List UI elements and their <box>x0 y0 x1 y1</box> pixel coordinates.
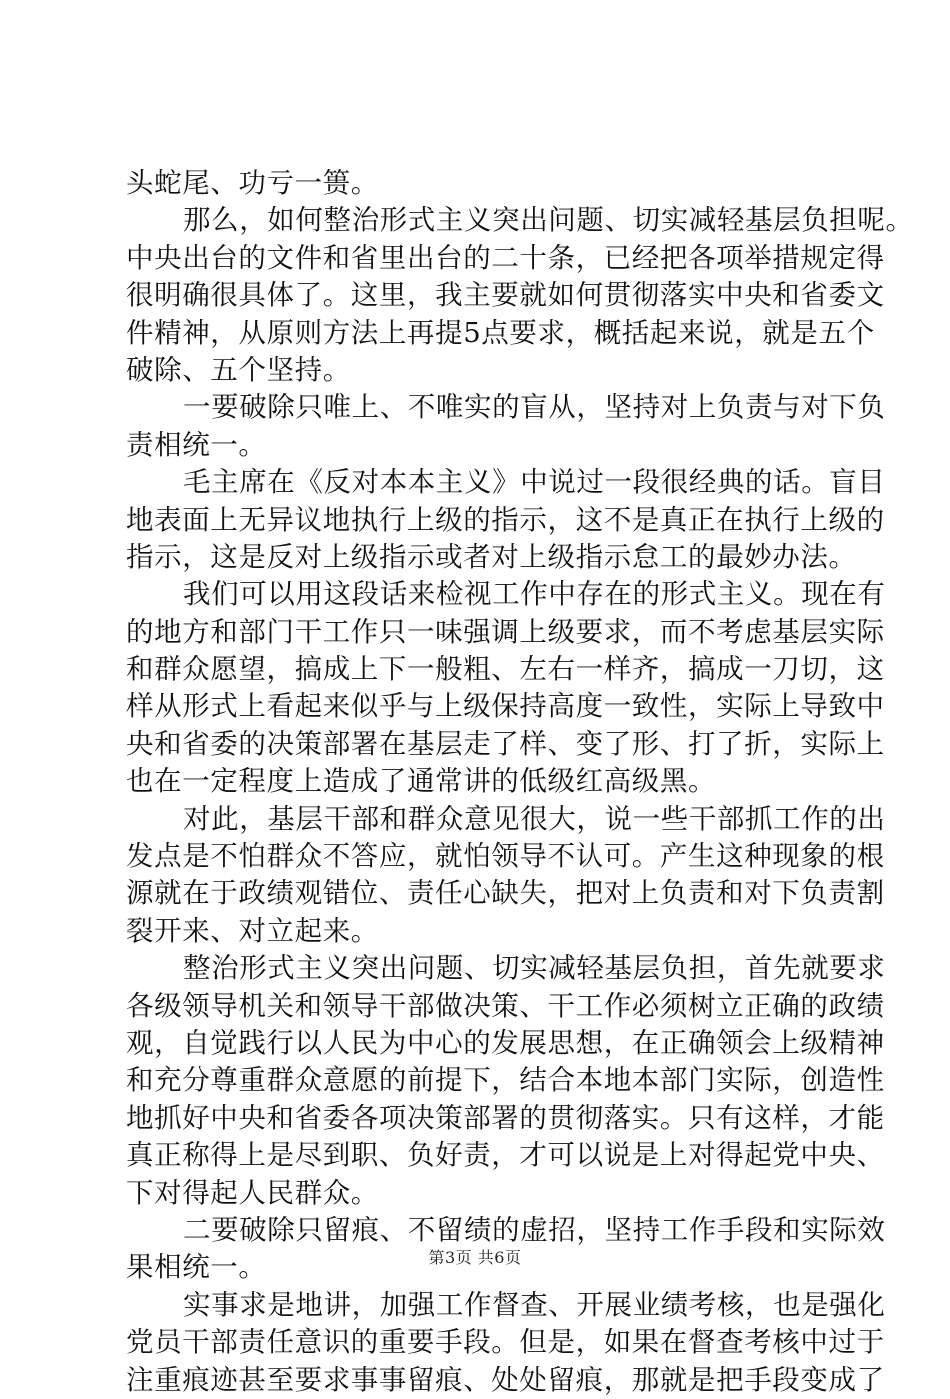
text-line: 很明确很具体了。这里，我主要就如何贯彻落实中央和省委文 <box>126 279 885 312</box>
text-line: 下对得起人民群众。 <box>126 1176 379 1209</box>
text-line: 样从形式上看起来似乎与上级保持高度一致性，实际上导致中 <box>126 690 885 723</box>
text-line: 对此，基层干部和群众意见很大，说一些干部抓工作的出 <box>183 802 886 835</box>
text-line: 头蛇尾、功亏一篑。 <box>126 167 379 199</box>
text-line: 真正称得上是尽到职、负好责，才可以说是上对得起党中央、 <box>126 1139 885 1172</box>
text-line: 破除、五个坚持。 <box>126 353 351 386</box>
text-line: 实事求是地讲，加强工作督查、开展业绩考核，也是强化 <box>183 1288 886 1321</box>
text-line: 那么，如何整治形式主义突出问题、切实减轻基层负担呢。 <box>183 204 914 237</box>
text-line: 责相统一。 <box>126 428 267 461</box>
text-line: 的地方和部门干工作只一味强调上级要求，而不考虑基层实际 <box>126 615 885 648</box>
text-line: 我们可以用这段话来检视工作中存在的形式主义。现在有 <box>183 578 886 611</box>
text-line: 二要破除只留痕、不留绩的虚招，坚持工作手段和实际效 <box>183 1213 886 1246</box>
text-line: 一要破除只唯上、不唯实的盲从，坚持对上负责与对下负 <box>183 391 886 424</box>
page-footer: 第3页 共6页 <box>428 1248 522 1267</box>
text-line: 央和省委的决策部署在基层走了样、变了形、打了折，实际上 <box>126 727 885 760</box>
text-line: 注重痕迹甚至要求事事留痕、处处留痕，那就是把手段变成了 <box>126 1363 885 1396</box>
text-line: 发点是不怕群众不答应，就怕领导不认可。产生这种现象的根 <box>126 840 885 873</box>
document-body <box>126 165 914 1399</box>
text-line: 件精神，从原则方法上再提5点要求，概括起来说，就是五个 <box>126 316 875 349</box>
text-line: 整治形式主义突出问题、切实减轻基层负担，首先就要求 <box>183 952 886 985</box>
text-line: 各级领导机关和领导干部做决策、干工作必须树立正确的政绩 <box>126 989 885 1022</box>
text-line: 果相统一。 <box>126 1251 267 1284</box>
text-line: 地抓好中央和省委各项决策部署的贯彻落实。只有这样，才能 <box>126 1101 885 1134</box>
text-line: 中央出台的文件和省里出台的二十条，已经把各项举措规定得 <box>126 241 885 274</box>
text-line: 毛主席在《反对本本主义》中说过一段很经典的话。盲目 <box>183 466 886 499</box>
text-line: 党员干部责任意识的重要手段。但是，如果在督查考核中过于 <box>126 1326 885 1359</box>
text-line: 和充分尊重群众意愿的前提下，结合本地本部门实际，创造性 <box>126 1064 885 1097</box>
text-line: 地表面上无异议地执行上级的指示，这不是真正在执行上级的 <box>126 503 885 536</box>
text-line: 指示，这是反对上级指示或者对上级指示怠工的最妙办法。 <box>126 540 857 573</box>
text-line: 裂开来、对立起来。 <box>126 914 379 947</box>
text-line: 也在一定程度上造成了通常讲的低级红高级黑。 <box>126 765 717 798</box>
text-line: 观，自觉践行以人民为中心的发展思想，在正确领会上级精神 <box>126 1026 885 1059</box>
text-line: 和群众愿望，搞成上下一般粗、左右一样齐，搞成一刀切，这 <box>126 653 885 686</box>
text-line: 源就在于政绩观错位、责任心缺失，把对上负责和对下负责割 <box>126 877 885 910</box>
